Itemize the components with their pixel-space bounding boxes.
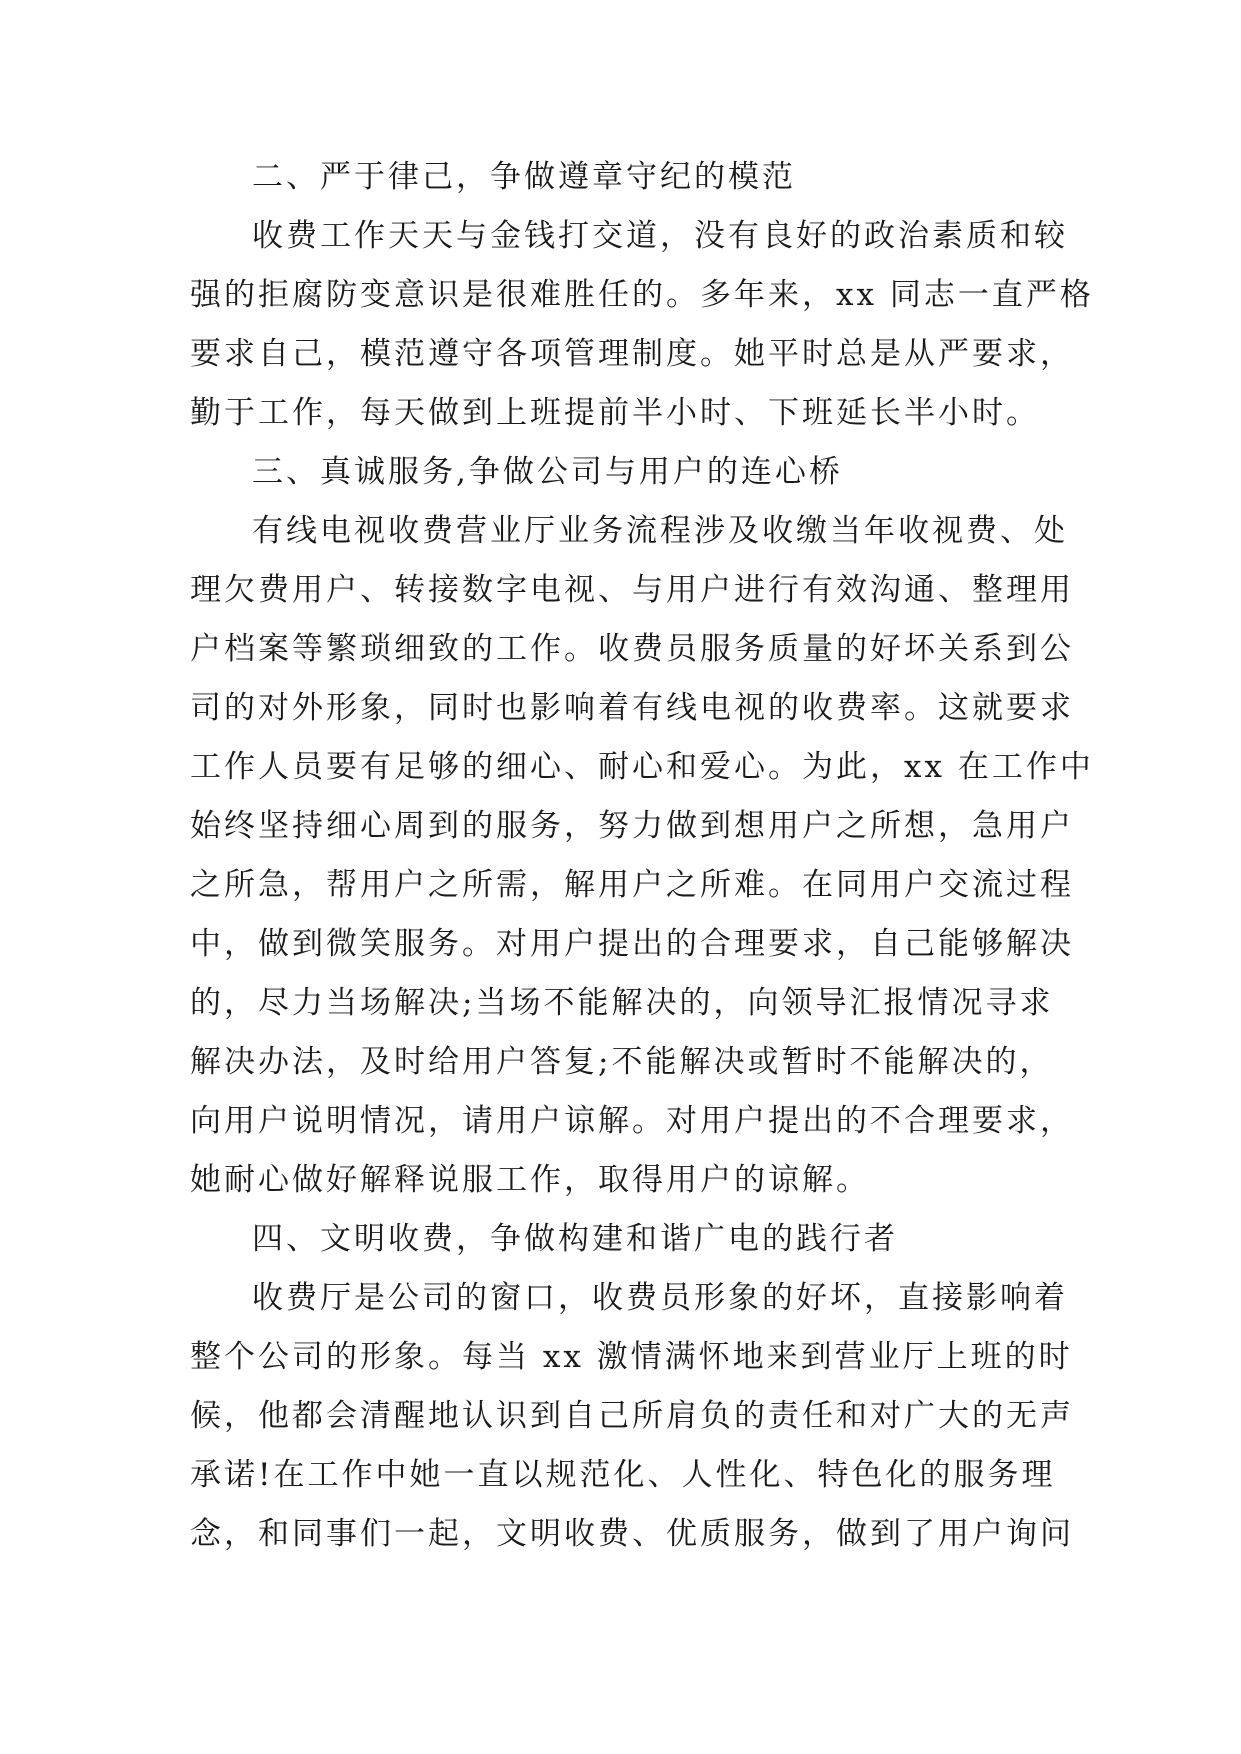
paragraph-line: 的，尽力当场解决;当场不能解决的，向领导汇报情况寻求	[190, 985, 1054, 1021]
paragraph-line: 她耐心做好解释说服工作，取得用户的谅解。	[190, 1162, 870, 1198]
paragraph-line: 念，和同事们一起，文明收费、优质服务，做到了用户询问	[190, 1516, 1074, 1552]
paragraph-line: 强的拒腐防变意识是很难胜任的。多年来，xx 同志一直严格	[190, 277, 1094, 313]
paragraph-line: 工作人员要有足够的细心、耐心和爱心。为此，xx 在工作中	[190, 749, 1094, 785]
paragraph-line: 户档案等繁琐细致的工作。收费员服务质量的好坏关系到公	[190, 631, 1074, 667]
paragraph-line: 有线电视收费营业厅业务流程涉及收缴当年收视费、处	[252, 513, 1068, 549]
heading-section-4: 四、文明收费，争做构建和谐广电的践行者	[252, 1221, 898, 1257]
paragraph-line: 承诺!在工作中她一直以规范化、人性化、特色化的服务理	[190, 1457, 1056, 1493]
paragraph-line: 解决办法，及时给用户答复;不能解决或暂时不能解决的，	[190, 1044, 1054, 1080]
paragraph-line: 整个公司的形象。每当 xx 激情满怀地来到营业厅上班的时	[190, 1339, 1073, 1375]
document-body	[190, 148, 1094, 1564]
paragraph-line: 向用户说明情况，请用户谅解。对用户提出的不合理要求，	[190, 1103, 1074, 1139]
paragraph-line: 中，做到微笑服务。对用户提出的合理要求，自己能够解决	[190, 926, 1074, 962]
paragraph-line: 理欠费用户、转接数字电视、与用户进行有效沟通、整理用	[190, 572, 1074, 608]
paragraph-line: 始终坚持细心周到的服务，努力做到想用户之所想，急用户	[190, 808, 1074, 844]
paragraph-line: 收费工作天天与金钱打交道，没有良好的政治素质和较	[252, 218, 1068, 254]
heading-section-3: 三、真诚服务,争做公司与用户的连心桥	[252, 454, 843, 490]
paragraph-line: 之所急，帮用户之所需，解用户之所难。在同用户交流过程	[190, 867, 1074, 903]
paragraph-line: 要求自己，模范遵守各项管理制度。她平时总是从严要求，	[190, 336, 1074, 372]
heading-section-2: 二、严于律己，争做遵章守纪的模范	[252, 159, 796, 195]
paragraph-line: 收费厅是公司的窗口，收费员形象的好坏，直接影响着	[252, 1280, 1068, 1316]
paragraph-line: 司的对外形象，同时也影响着有线电视的收费率。这就要求	[190, 690, 1074, 726]
paragraph-line: 候，他都会清醒地认识到自己所肩负的责任和对广大的无声	[190, 1398, 1074, 1434]
paragraph-line: 勤于工作，每天做到上班提前半小时、下班延长半小时。	[190, 395, 1040, 431]
